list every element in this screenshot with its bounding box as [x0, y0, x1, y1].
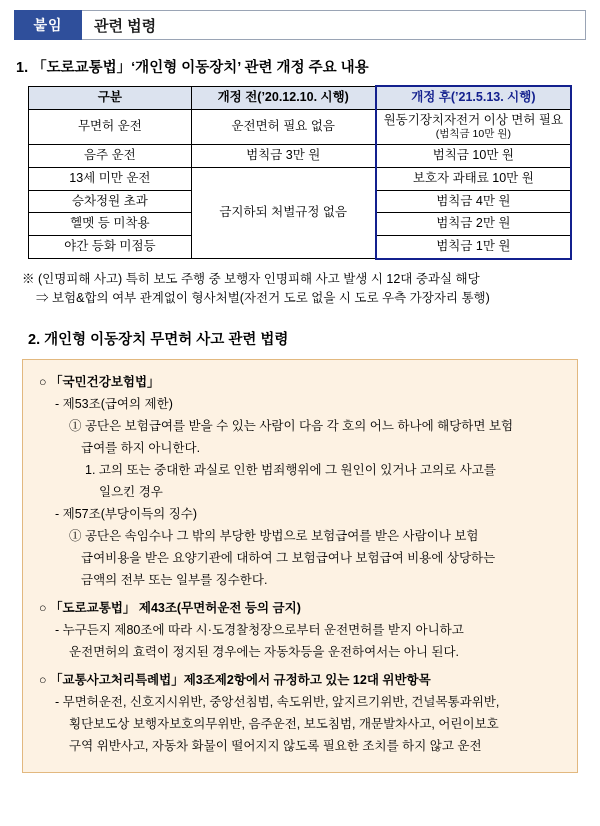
cell-after: 범칙금 10만 원 [376, 145, 571, 168]
column-header-category: 구분 [29, 86, 192, 109]
cell-after: 범칙금 2만 원 [376, 213, 571, 236]
cell-category: 음주 운전 [29, 145, 192, 168]
law-item: - 무면허운전, 신호지시위반, 중앙선침범, 속도위반, 앞지르기위반, 건널목통과위반, [55, 695, 500, 710]
attachment-badge: 붙임 [14, 10, 82, 40]
section-2-heading: 2. 개인형 이동장치 무면허 사고 관련 법령 [28, 332, 289, 349]
law-item: 금액의 전부 또는 일부를 징수한다. [81, 573, 268, 588]
cell-after [376, 109, 571, 145]
column-header-before: 개정 전(’20.12.10. 시행) [191, 86, 375, 109]
table-row [29, 109, 572, 145]
table-row [29, 145, 572, 168]
cell-before: 운전면허 필요 없음 [191, 109, 375, 145]
injury-accident-note [22, 270, 578, 309]
cell-category: 헬멧 등 미착용 [29, 213, 192, 236]
law-item: 구역 위반사고, 자동차 화물이 떨어지지 않도록 필요한 조치를 하지 않고 운전 [69, 739, 482, 754]
law-item: - 제57조(부당이득의 징수) [55, 507, 198, 522]
law-item: 1. 고의 또는 중대한 과실로 인한 범죄행위에 그 원인이 있거나 고의로 사고를 [85, 463, 496, 478]
law-item: - 제53조(급여의 제한) [55, 397, 173, 412]
law-item: ○ 「국민건강보험법」 [39, 375, 160, 390]
cell-category: 야간 등화 미점등 [29, 235, 192, 258]
cell-before: 범칙금 3만 원 [191, 145, 375, 168]
cell-after: 보호자 과태료 10만 원 [376, 168, 571, 191]
page-title: 관련 법령 [82, 10, 586, 40]
cell-category: 13세 미만 운전 [29, 168, 192, 191]
cell-after: 범칙금 1만 원 [376, 235, 571, 258]
related-laws-box [22, 359, 578, 773]
law-item: 급여를 하지 아니한다. [81, 441, 201, 456]
cell-after: 범칙금 4만 원 [376, 190, 571, 213]
page-header [14, 10, 586, 40]
cell-category: 무면허 운전 [29, 109, 192, 145]
cell-after-main: 원동기장치자전거 이상 면허 필요 [383, 112, 564, 127]
amendment-table-wrapper [28, 85, 572, 260]
cell-category: 승차정원 초과 [29, 190, 192, 213]
law-item: 운전면허의 효력이 정지된 경우에는 자동차등을 운전하여서는 아니 된다. [69, 645, 460, 660]
law-item: ○ 「도로교통법」 제43조(무면허운전 등의 금지) [39, 601, 301, 616]
law-item: - 누구든지 제80조에 따라 시·도경찰청장으로부터 운전면허를 받지 아니하고 [55, 623, 464, 638]
law-item: 일으킨 경우 [99, 485, 163, 500]
law-item: 급여비용을 받은 요양기관에 대하여 그 보험급여나 보험급여 비용에 상당하는 [81, 551, 496, 566]
section-1-heading: 1. 「도로교통법」‘개인형 이동장치’ 관련 개정 주요 내용 [16, 60, 369, 76]
amendment-table [28, 85, 572, 260]
column-header-after: 개정 후(’21.5.13. 시행) [376, 86, 571, 109]
cell-before-merged: 금지하되 처벌규정 없음 [191, 168, 375, 259]
law-item: ① 공단은 보험급여를 받을 수 있는 사람이 다음 각 호의 어느 하나에 해당하면 보험 [69, 419, 514, 434]
note-line-1: ※ (인명피해 사고) 특히 보도 주행 중 보행자 인명피해 사고 발생 시 12대 중과실 해당 [22, 271, 480, 286]
law-item: ① 공단은 속임수나 그 밖의 부당한 방법으로 보험급여를 받은 사람이나 보험 [69, 529, 479, 544]
law-item: ○ 「교통사고처리특례법」제3조제2항에서 규정하고 있는 12대 위반항목 [39, 673, 431, 688]
cell-after-sub: (범칙금 10만 원) [435, 128, 511, 141]
note-line-2: ⇒ 보험&합의 여부 관계없이 형사처벌(자전거 도로 없을 시 도로 우측 가장자리 통행) [36, 290, 490, 305]
table-row [29, 168, 572, 191]
table-header-row [29, 86, 572, 109]
law-item: 횡단보도상 보행자보호의무위반, 음주운전, 보도침범, 개문발차사고, 어린이보호 [69, 717, 499, 732]
